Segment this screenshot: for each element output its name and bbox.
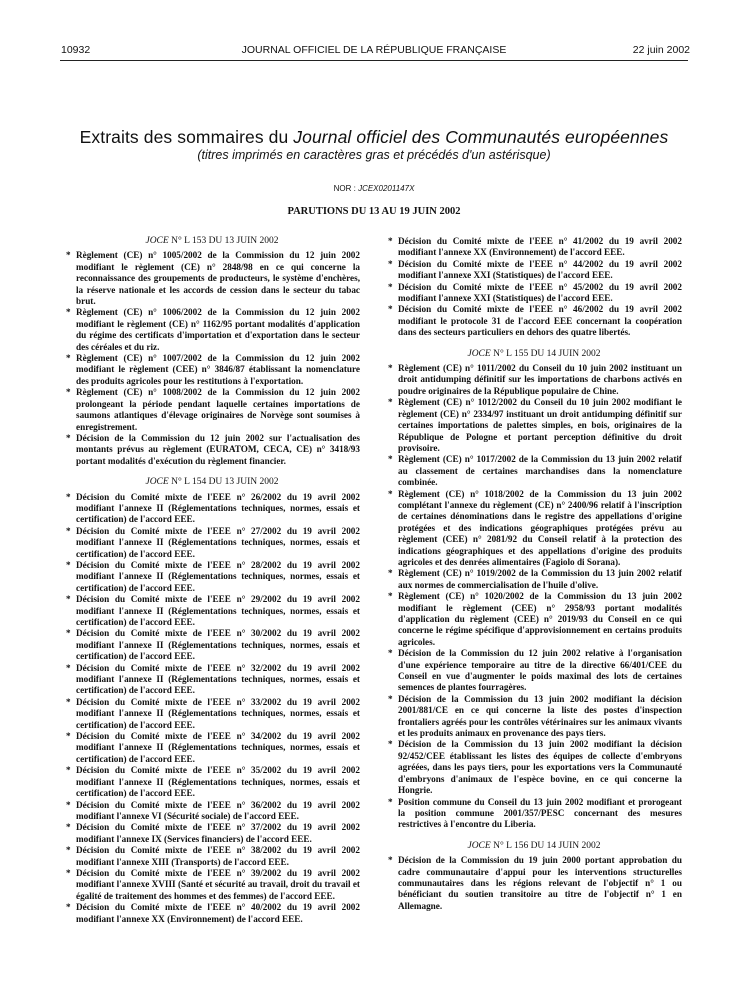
journal-abbrev: JOCE xyxy=(145,477,169,488)
summary-item-text: Décision du Comité mixte de l'EEE n° 44/2002 du 19 avril 2002 modifiant l'annexe XXI (Statistiques) de l'accord EEE. xyxy=(398,258,682,281)
summary-item xyxy=(64,433,360,467)
nor-label: NOR : xyxy=(333,184,356,193)
summary-item xyxy=(386,591,682,648)
summary-item-text: Décision de la Commission du 13 juin 2002 modifiant la décision 2001/881/CE en ce qui concerne la liste des postes d'inspection frontaliers agréés pour les contrôles vétérinaires sur les animaux vivants et les produits animaux en provenance des pays tiers. xyxy=(398,693,682,739)
section-heading-text: N° L 153 DU 13 JUIN 2002 xyxy=(168,236,279,246)
asterisk-marker: * xyxy=(388,591,393,602)
summary-item xyxy=(64,250,360,307)
summary-item xyxy=(64,526,360,560)
section-gap xyxy=(386,831,682,841)
summary-item xyxy=(64,594,360,628)
summary-item-text: Décision du Comité mixte de l'EEE n° 27/2002 du 19 avril 2002 modifiant l'annexe II (Réglementations techniques, normes, essais et certification) de l'accord EEE. xyxy=(76,525,360,559)
summary-item xyxy=(64,353,360,387)
page-title xyxy=(0,127,748,148)
asterisk-marker: * xyxy=(388,488,393,499)
summary-item xyxy=(64,800,360,823)
summary-item-text: Décision du Comité mixte de l'EEE n° 39/2002 du 19 avril 2002 modifiant l'annexe XVIII (Santé et sécurité au travail, droit du travail et égalité de traitement des hommes et des femmes) de l'accord EEE. xyxy=(76,867,360,901)
summary-item-text: Règlement (CE) n° 1012/2002 du Conseil du 10 juin 2002 modifiant le règlement (CE) n° 2334/97 instituant un droit antidumping définitif sur certaines importations de palettes simples, en bois, originaires de la République de Pologne et portant perception définitive du droit provisoire. xyxy=(398,397,682,453)
header-rule xyxy=(60,60,688,61)
asterisk-marker: * xyxy=(388,258,393,269)
asterisk-marker: * xyxy=(66,696,71,707)
asterisk-marker: * xyxy=(388,855,393,866)
summary-item xyxy=(386,694,682,740)
summary-item-text: Règlement (CE) n° 1011/2002 du Conseil du 10 juin 2002 instituant un droit antidumping définitif sur les importations de charbons activés en poudre originaires de la République populaire de Chine. xyxy=(398,363,682,396)
summary-item xyxy=(64,307,360,353)
summary-item xyxy=(64,628,360,662)
asterisk-marker: * xyxy=(66,525,71,536)
summary-item-text: Décision du Comité mixte de l'EEE n° 28/2002 du 19 avril 2002 modifiant l'annexe II (Réglementations techniques, normes, essais et certification) de l'accord EEE. xyxy=(76,559,360,593)
asterisk-marker: * xyxy=(388,648,393,659)
asterisk-marker: * xyxy=(66,559,71,570)
summary-item-text: Décision de la Commission du 12 juin 2002 relative à l'organisation d'une expérience temporaire au titre de la directive 66/401/CEE du Conseil en vue d'augmenter le poids maximal des lots de certaines semences de plantes fourragères. xyxy=(398,648,682,693)
summary-item-text: Règlement (CE) n° 1005/2002 de la Commission du 12 juin 2002 modifiant le règlement (CE) n° 2848/98 en ce qui concerne la reconnaissance des groupements de producteurs, le système d'enchères, la réserve nationale et les accords de cession dans le secteur du tabac brut. xyxy=(76,250,360,307)
summary-item-text: Décision du Comité mixte de l'EEE n° 45/2002 du 19 avril 2002 modifiant l'annexe XXI (Statistiques) de l'accord EEE. xyxy=(398,281,682,304)
asterisk-marker: * xyxy=(388,796,393,807)
summary-item-text: Règlement (CE) n° 1006/2002 de la Commission du 12 juin 2002 modifiant le règlement (CE) n° 1162/95 portant modalités d'application du régime des certificats d'importation et d'exportation dans le secteur des céréales et du riz. xyxy=(76,307,360,352)
title-part1: Extraits des sommaires du xyxy=(79,127,294,147)
summary-item xyxy=(386,397,682,454)
summary-item xyxy=(386,304,682,338)
title-part2: Journal officiel des Communautés européennes xyxy=(293,127,669,147)
summary-item xyxy=(64,387,360,433)
summary-item-text: Décision du Comité mixte de l'EEE n° 38/2002 du 19 avril 2002 modifiant l'annexe XIII (Transports) de l'accord EEE. xyxy=(76,845,360,867)
asterisk-marker: * xyxy=(66,662,71,673)
summary-item xyxy=(386,259,682,282)
summary-item-text: Décision de la Commission du 12 juin 2002 sur l'actualisation des montants prévus au règlement (EURATOM, CECA, CE) n° 3418/93 portant modalités d'exécution du règlement financier. xyxy=(76,432,360,466)
summary-item-text: Décision du Comité mixte de l'EEE n° 41/2002 du 19 avril 2002 modifiant l'annexe XX (Environnement) de l'accord EEE. xyxy=(398,236,682,258)
asterisk-marker: * xyxy=(66,594,71,605)
page-subtitle: (titres imprimés en caractères gras et précédés d'un astérisque) xyxy=(197,148,551,162)
journal-header: JOURNAL OFFICIEL DE LA RÉPUBLIQUE FRANÇAISE xyxy=(241,44,507,56)
asterisk-marker: * xyxy=(388,304,393,315)
summary-item-text: Décision du Comité mixte de l'EEE n° 46/2002 du 19 avril 2002 modifiant le protocole 31 de l'accord EEE concernant la coopération dans des secteurs particuliers en dehors des quatre libertés. xyxy=(398,304,682,338)
left-column xyxy=(64,236,360,925)
asterisk-marker: * xyxy=(66,867,71,878)
asterisk-marker: * xyxy=(66,250,71,261)
asterisk-marker: * xyxy=(388,739,393,750)
summary-item-text: Décision du Comité mixte de l'EEE n° 36/2002 du 19 avril 2002 modifiant l'annexe VI (Sécurité sociale) de l'accord EEE. xyxy=(76,799,360,821)
summary-item xyxy=(386,568,682,591)
section-heading xyxy=(64,477,360,488)
summary-item-text: Décision du Comité mixte de l'EEE n° 37/2002 du 19 avril 2002 modifiant l'annexe IX (Services financiers) de l'accord EEE. xyxy=(76,822,360,844)
summary-item xyxy=(386,648,682,694)
journal-abbrev: JOCE xyxy=(145,236,169,246)
summary-item-text: Décision de la Commission du 13 juin 2002 modifiant la décision 92/452/CEE établissant les listes des équipes de collecte d'embryons agréées, dans les pays tiers, pour les exportations vers la Communauté d'embryons d'animaux de l'espèce bovine, en ce qui concerne la Hongrie. xyxy=(398,739,682,796)
summary-item xyxy=(64,822,360,845)
summary-item xyxy=(64,902,360,925)
asterisk-marker: * xyxy=(66,307,71,318)
summary-item-text: Règlement (CE) n° 1018/2002 de la Commission du 13 juin 2002 complétant l'annexe du règlement (CE) n° 2400/96 relatif à l'inscription de certaines dénominations dans le registre des appellations d'origine protégées et des indications géographiques protégées prévu au règlement (CEE) n° 2081/92 du Conseil relatif à la protection des indications géographiques et des appellations d'origine des produits agricoles et des denrées alimentaires (Fagiolo di Sorana). xyxy=(398,488,682,567)
nor-reference xyxy=(0,184,748,193)
summary-item-text: Règlement (CE) n° 1017/2002 de la Commission du 13 juin 2002 relatif au classement de certaines marchandises dans la nomenclature combinée. xyxy=(398,454,682,488)
summary-item xyxy=(386,489,682,569)
asterisk-marker: * xyxy=(388,693,393,704)
summary-item-text: Décision du Comité mixte de l'EEE n° 26/2002 du 19 avril 2002 modifiant l'annexe II (Réglementations techniques, normes, essais et certification) de l'accord EEE. xyxy=(76,491,360,525)
summary-item xyxy=(64,868,360,902)
asterisk-marker: * xyxy=(66,845,71,856)
asterisk-marker: * xyxy=(66,628,71,639)
summary-item-text: Règlement (CE) n° 1020/2002 de la Commission du 13 juin 2002 modifiant le règlement (CEE) n° 2958/93 portant modalités d'application du règlement (CEE) n° 2019/93 du Conseil en ce qui concerne le régime spécifique d'approvisionnement en certains produits agricoles. xyxy=(398,591,682,647)
summary-item xyxy=(386,236,682,259)
summary-item-text: Décision du Comité mixte de l'EEE n° 30/2002 du 19 avril 2002 modifiant l'annexe II (Réglementations techniques, normes, essais et certification) de l'accord EEE. xyxy=(76,628,360,662)
section-gap xyxy=(64,467,360,477)
summary-item-text: Décision de la Commission du 19 juin 2000 portant approbation du cadre communautaire d'appui pour les interventions structurelles communautaires dans les régions relevant de l'objectif n° 1 ou bénéficiant du soutien transitoire au titre de l'objectif n° 1 en Allemagne. xyxy=(398,855,682,911)
summary-item xyxy=(386,739,682,796)
summary-item-text: Décision du Comité mixte de l'EEE n° 33/2002 du 19 avril 2002 modifiant l'annexe II (Réglementations techniques, normes, essais et certification) de l'accord EEE. xyxy=(76,696,360,730)
asterisk-marker: * xyxy=(388,568,393,579)
section-heading xyxy=(64,236,360,247)
summary-item xyxy=(386,797,682,831)
asterisk-marker: * xyxy=(66,799,71,810)
summary-item xyxy=(64,492,360,526)
journal-abbrev: JOCE xyxy=(467,348,491,359)
asterisk-marker: * xyxy=(66,387,71,398)
summary-item-text: Position commune du Conseil du 13 juin 2002 modifiant et prorogeant la position commune 2001/357/PESC concernant des mesures restrictives à l'encontre du Liberia. xyxy=(398,796,682,830)
summary-item-text: Décision du Comité mixte de l'EEE n° 29/2002 du 19 avril 2002 modifiant l'annexe II (Réglementations techniques, normes, essais et certification) de l'accord EEE. xyxy=(76,594,360,627)
asterisk-marker: * xyxy=(388,454,393,465)
journal-abbrev: JOCE xyxy=(467,840,491,851)
parutions-heading: PARUTIONS DU 13 AU 19 JUIN 2002 xyxy=(287,206,461,217)
section-heading-text: N° L 154 DU 13 JUIN 2002 xyxy=(168,477,279,488)
summary-item-text: Décision du Comité mixte de l'EEE n° 32/2002 du 19 avril 2002 modifiant l'annexe II (Réglementations techniques, normes, essais et certification) de l'accord EEE. xyxy=(76,662,360,696)
nor-value: JCEX0201147X xyxy=(358,184,415,193)
header-date: 22 juin 2002 xyxy=(632,44,690,56)
summary-item xyxy=(64,560,360,594)
summary-item xyxy=(64,663,360,697)
asterisk-marker: * xyxy=(388,363,393,374)
page-number: 10932 xyxy=(61,44,91,56)
asterisk-marker: * xyxy=(388,236,393,246)
asterisk-marker: * xyxy=(66,731,71,742)
summary-item xyxy=(64,845,360,868)
asterisk-marker: * xyxy=(66,353,71,364)
summary-item xyxy=(386,363,682,397)
summary-item-text: Décision du Comité mixte de l'EEE n° 34/2002 du 19 avril 2002 modifiant l'annexe II (Réglementations techniques, normes, essais et certification) de l'accord EEE. xyxy=(76,731,360,764)
asterisk-marker: * xyxy=(66,902,71,913)
summary-item xyxy=(64,731,360,765)
summary-item-text: Règlement (CE) n° 1007/2002 de la Commission du 12 juin 2002 modifiant le règlement (CEE) n° 3846/87 établissant la nomenclature des produits agricoles pour les restitutions à l'exportation. xyxy=(76,353,360,386)
asterisk-marker: * xyxy=(66,765,71,776)
summary-item-text: Décision du Comité mixte de l'EEE n° 35/2002 du 19 avril 2002 modifiant l'annexe II (Réglementations techniques, normes, essais et certification) de l'accord EEE. xyxy=(76,765,360,799)
summary-item-text: Règlement (CE) n° 1019/2002 de la Commission du 13 juin 2002 relatif aux normes de commercialisation de l'huile d'olive. xyxy=(398,568,682,590)
summary-item xyxy=(386,855,682,912)
section-gap xyxy=(386,339,682,349)
summary-item-text: Règlement (CE) n° 1008/2002 de la Commission du 12 juin 2002 prolongeant la période pendant laquelle certaines importations de saumons atlantiques d'élevage originaires de Norvège sont soumises à enregistrement. xyxy=(76,387,360,432)
asterisk-marker: * xyxy=(388,397,393,408)
summary-item xyxy=(64,765,360,799)
section-heading xyxy=(386,349,682,360)
right-column xyxy=(386,236,682,912)
section-heading xyxy=(386,841,682,852)
asterisk-marker: * xyxy=(388,281,393,292)
asterisk-marker: * xyxy=(66,822,71,833)
section-heading-text: N° L 156 DU 14 JUIN 2002 xyxy=(490,840,601,851)
summary-item-text: Décision du Comité mixte de l'EEE n° 40/2002 du 19 avril 2002 modifiant l'annexe XX (Environnement) de l'accord EEE. xyxy=(76,902,360,924)
section-heading-text: N° L 155 DU 14 JUIN 2002 xyxy=(490,348,601,359)
summary-item xyxy=(386,282,682,305)
summary-item xyxy=(64,697,360,731)
asterisk-marker: * xyxy=(66,491,71,502)
asterisk-marker: * xyxy=(66,432,71,443)
summary-item xyxy=(386,454,682,488)
